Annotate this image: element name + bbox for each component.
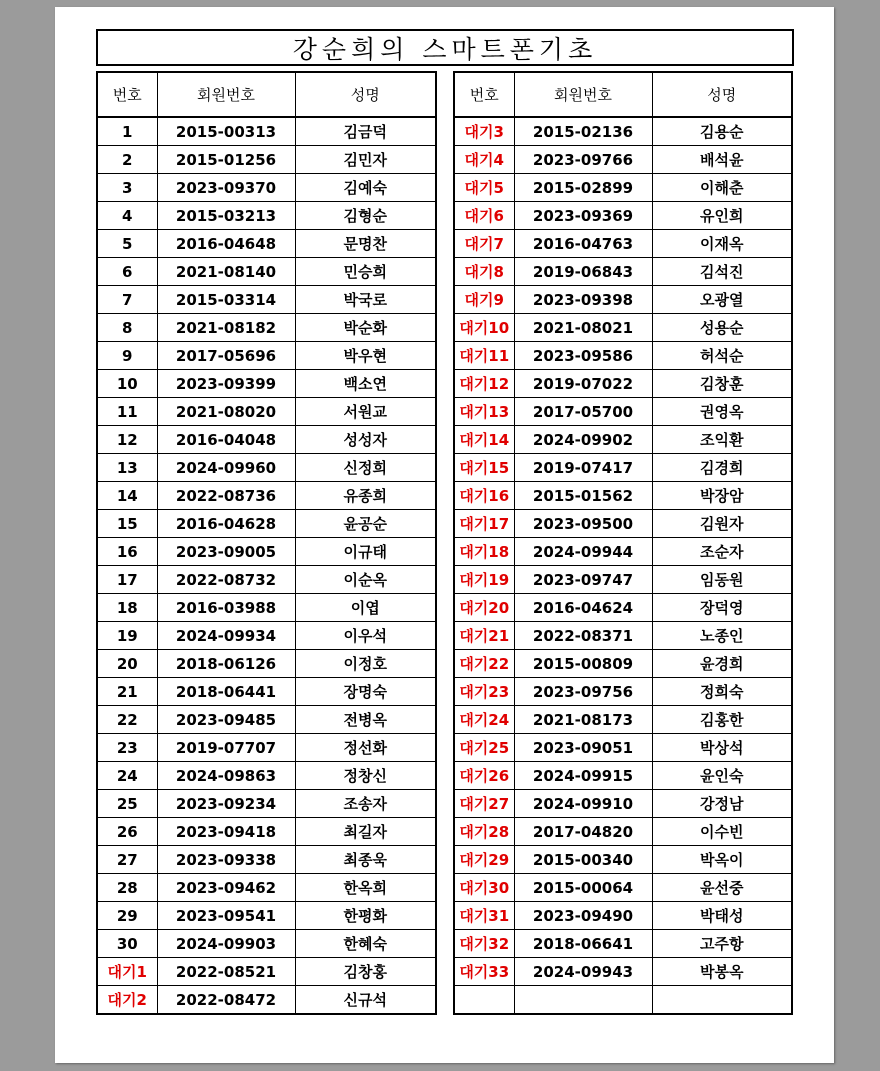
row-number-cell: 대기21 [454, 622, 514, 650]
row-number-cell: 대기15 [454, 454, 514, 482]
row-number-cell: 27 [97, 846, 157, 874]
member-name-cell: 장명숙 [295, 678, 436, 706]
roster-table-right [453, 71, 793, 1015]
member-id-cell: 2023-09756 [514, 678, 652, 706]
row-number-cell: 대기31 [454, 902, 514, 930]
member-id-cell: 2023-09500 [514, 510, 652, 538]
member-id-cell: 2016-04624 [514, 594, 652, 622]
row-number-cell: 4 [97, 202, 157, 230]
member-name-cell: 정창신 [295, 762, 436, 790]
member-id-cell: 2018-06641 [514, 930, 652, 958]
row-number-cell: 대기11 [454, 342, 514, 370]
row-number-cell: 대기10 [454, 314, 514, 342]
member-id-cell: 2024-09863 [157, 762, 295, 790]
table-row [97, 986, 436, 1015]
member-name-cell: 박장암 [652, 482, 792, 510]
header-row [97, 72, 436, 117]
table-row [97, 538, 436, 566]
member-name-cell: 한옥희 [295, 874, 436, 902]
row-number-cell: 대기12 [454, 370, 514, 398]
table-row [97, 202, 436, 230]
member-id-cell: 2023-09462 [157, 874, 295, 902]
row-number-cell: 20 [97, 650, 157, 678]
member-id-cell: 2023-09541 [157, 902, 295, 930]
member-id-cell: 2015-01562 [514, 482, 652, 510]
row-number-cell: 8 [97, 314, 157, 342]
member-name-cell [652, 986, 792, 1015]
member-name-cell: 강정남 [652, 790, 792, 818]
member-name-cell: 박상석 [652, 734, 792, 762]
row-number-cell: 대기7 [454, 230, 514, 258]
row-number-cell: 7 [97, 286, 157, 314]
member-name-cell: 윤경희 [652, 650, 792, 678]
table-row [97, 930, 436, 958]
row-number-cell: 대기19 [454, 566, 514, 594]
table-row [454, 202, 792, 230]
table-row [454, 398, 792, 426]
row-number-cell: 30 [97, 930, 157, 958]
row-number-cell: 대기16 [454, 482, 514, 510]
member-name-cell: 최종욱 [295, 846, 436, 874]
member-id-cell: 2023-09338 [157, 846, 295, 874]
table-row [454, 958, 792, 986]
member-id-cell: 2019-07707 [157, 734, 295, 762]
member-name-cell: 윤인숙 [652, 762, 792, 790]
header-no: 번호 [454, 72, 514, 117]
table-row [97, 342, 436, 370]
member-id-cell: 2022-08371 [514, 622, 652, 650]
header-row [454, 72, 792, 117]
row-number-cell: 29 [97, 902, 157, 930]
table-row [454, 594, 792, 622]
table-row [97, 286, 436, 314]
header-name: 성명 [652, 72, 792, 117]
member-name-cell: 김용순 [652, 117, 792, 146]
member-id-cell: 2015-02899 [514, 174, 652, 202]
table-row [454, 734, 792, 762]
member-id-cell: 2016-04628 [157, 510, 295, 538]
member-id-cell: 2021-08182 [157, 314, 295, 342]
member-id-cell [514, 986, 652, 1015]
row-number-cell: 26 [97, 818, 157, 846]
row-number-cell: 대기2 [97, 986, 157, 1015]
member-name-cell: 유종희 [295, 482, 436, 510]
row-number-cell: 19 [97, 622, 157, 650]
row-number-cell: 10 [97, 370, 157, 398]
table-row [454, 370, 792, 398]
member-id-cell: 2018-06126 [157, 650, 295, 678]
table-row [454, 846, 792, 874]
member-name-cell: 김석진 [652, 258, 792, 286]
table-row [97, 482, 436, 510]
table-row [454, 258, 792, 286]
table-row [97, 370, 436, 398]
member-id-cell: 2016-03988 [157, 594, 295, 622]
table-row [454, 426, 792, 454]
member-id-cell: 2023-09586 [514, 342, 652, 370]
row-number-cell: 18 [97, 594, 157, 622]
member-id-cell: 2019-07022 [514, 370, 652, 398]
row-number-cell: 대기23 [454, 678, 514, 706]
member-id-cell: 2023-09490 [514, 902, 652, 930]
member-name-cell: 김경희 [652, 454, 792, 482]
row-number-cell: 1 [97, 117, 157, 146]
document-page [55, 7, 834, 1063]
table-row [97, 846, 436, 874]
table-row [97, 314, 436, 342]
table-row [454, 454, 792, 482]
row-number-cell: 대기17 [454, 510, 514, 538]
member-name-cell: 조순자 [652, 538, 792, 566]
table-row [97, 706, 436, 734]
member-name-cell: 오광열 [652, 286, 792, 314]
member-name-cell: 김창홍 [295, 958, 436, 986]
member-name-cell: 민승희 [295, 258, 436, 286]
member-name-cell: 박태성 [652, 902, 792, 930]
member-name-cell: 조송자 [295, 790, 436, 818]
row-number-cell: 대기9 [454, 286, 514, 314]
member-id-cell: 2018-06441 [157, 678, 295, 706]
member-name-cell: 한혜숙 [295, 930, 436, 958]
table-row [454, 230, 792, 258]
member-id-cell: 2021-08020 [157, 398, 295, 426]
table-row [454, 286, 792, 314]
table-row [97, 958, 436, 986]
row-number-cell: 17 [97, 566, 157, 594]
table-row [97, 566, 436, 594]
row-number-cell: 대기20 [454, 594, 514, 622]
member-name-cell: 김창훈 [652, 370, 792, 398]
member-name-cell: 서원교 [295, 398, 436, 426]
member-name-cell: 박순화 [295, 314, 436, 342]
document-title: 강순희의 스마트폰기초 [96, 29, 794, 66]
member-name-cell: 이우석 [295, 622, 436, 650]
row-number-cell: 대기28 [454, 818, 514, 846]
row-number-cell: 16 [97, 538, 157, 566]
member-name-cell: 이해춘 [652, 174, 792, 202]
member-name-cell: 이수빈 [652, 818, 792, 846]
member-id-cell: 2015-00340 [514, 846, 652, 874]
row-number-cell: 대기29 [454, 846, 514, 874]
table-row [97, 874, 436, 902]
member-name-cell: 임동원 [652, 566, 792, 594]
row-number-cell: 대기27 [454, 790, 514, 818]
row-number-cell: 22 [97, 706, 157, 734]
row-number-cell: 대기6 [454, 202, 514, 230]
row-number-cell: 대기33 [454, 958, 514, 986]
row-number-cell: 9 [97, 342, 157, 370]
member-name-cell: 권영옥 [652, 398, 792, 426]
member-id-cell: 2017-05700 [514, 398, 652, 426]
member-id-cell: 2015-00809 [514, 650, 652, 678]
table-row [454, 650, 792, 678]
table-row [97, 454, 436, 482]
table-row [97, 650, 436, 678]
row-number-cell: 12 [97, 426, 157, 454]
row-number-cell: 대기8 [454, 258, 514, 286]
member-name-cell: 성용순 [652, 314, 792, 342]
member-name-cell: 정선화 [295, 734, 436, 762]
row-number-cell: 대기1 [97, 958, 157, 986]
member-name-cell: 이정호 [295, 650, 436, 678]
row-number-cell: 대기14 [454, 426, 514, 454]
member-name-cell: 윤선중 [652, 874, 792, 902]
row-number-cell: 25 [97, 790, 157, 818]
table-row [97, 622, 436, 650]
member-name-cell: 전병옥 [295, 706, 436, 734]
row-number-cell: 15 [97, 510, 157, 538]
member-id-cell: 2015-00064 [514, 874, 652, 902]
table-row [454, 678, 792, 706]
table-row [97, 510, 436, 538]
member-id-cell: 2021-08021 [514, 314, 652, 342]
table-row [454, 117, 792, 146]
table-row [454, 622, 792, 650]
member-name-cell: 김원자 [652, 510, 792, 538]
member-id-cell: 2019-06843 [514, 258, 652, 286]
member-id-cell: 2021-08173 [514, 706, 652, 734]
header-member-id: 회원번호 [514, 72, 652, 117]
member-name-cell: 백소연 [295, 370, 436, 398]
table-row [97, 146, 436, 174]
member-id-cell: 2023-09485 [157, 706, 295, 734]
member-name-cell: 김민자 [295, 146, 436, 174]
member-id-cell: 2015-00313 [157, 117, 295, 146]
roster-table-left [96, 71, 437, 1015]
member-id-cell: 2017-05696 [157, 342, 295, 370]
row-number-cell: 21 [97, 678, 157, 706]
member-name-cell: 이순옥 [295, 566, 436, 594]
row-number-cell: 24 [97, 762, 157, 790]
table-row [97, 426, 436, 454]
member-name-cell: 김금덕 [295, 117, 436, 146]
member-name-cell: 성성자 [295, 426, 436, 454]
table-row [97, 117, 436, 146]
member-name-cell: 박봉옥 [652, 958, 792, 986]
member-id-cell: 2016-04763 [514, 230, 652, 258]
member-id-cell: 2023-09418 [157, 818, 295, 846]
table-row [454, 986, 792, 1015]
member-name-cell: 신정희 [295, 454, 436, 482]
table-row [454, 538, 792, 566]
member-name-cell: 윤공순 [295, 510, 436, 538]
table-row [454, 930, 792, 958]
member-id-cell: 2024-09960 [157, 454, 295, 482]
member-name-cell: 최길자 [295, 818, 436, 846]
member-id-cell: 2023-09005 [157, 538, 295, 566]
member-id-cell: 2015-01256 [157, 146, 295, 174]
member-name-cell: 한평화 [295, 902, 436, 930]
member-name-cell: 배석윤 [652, 146, 792, 174]
row-number-cell: 2 [97, 146, 157, 174]
table-row [454, 902, 792, 930]
member-name-cell: 박우현 [295, 342, 436, 370]
member-id-cell: 2022-08472 [157, 986, 295, 1015]
row-number-cell: 대기18 [454, 538, 514, 566]
table-row [454, 706, 792, 734]
member-id-cell: 2023-09747 [514, 566, 652, 594]
member-name-cell: 김형순 [295, 202, 436, 230]
member-name-cell: 허석순 [652, 342, 792, 370]
member-id-cell: 2022-08736 [157, 482, 295, 510]
row-number-cell: 28 [97, 874, 157, 902]
table-row [97, 678, 436, 706]
header-no: 번호 [97, 72, 157, 117]
member-name-cell: 고주항 [652, 930, 792, 958]
table-row [97, 594, 436, 622]
member-name-cell: 이엽 [295, 594, 436, 622]
row-number-cell: 대기5 [454, 174, 514, 202]
table-row [454, 874, 792, 902]
table-row [97, 790, 436, 818]
table-row [97, 174, 436, 202]
table-row [97, 258, 436, 286]
member-id-cell: 2023-09234 [157, 790, 295, 818]
member-name-cell: 조익환 [652, 426, 792, 454]
row-number-cell: 대기13 [454, 398, 514, 426]
table-row [97, 734, 436, 762]
table-row [97, 902, 436, 930]
table-row [454, 342, 792, 370]
member-id-cell: 2023-09370 [157, 174, 295, 202]
row-number-cell: 대기3 [454, 117, 514, 146]
member-name-cell: 김예숙 [295, 174, 436, 202]
row-number-cell: 대기25 [454, 734, 514, 762]
member-name-cell: 장덕영 [652, 594, 792, 622]
row-number-cell: 6 [97, 258, 157, 286]
member-id-cell: 2023-09369 [514, 202, 652, 230]
member-id-cell: 2021-08140 [157, 258, 295, 286]
member-id-cell: 2015-03213 [157, 202, 295, 230]
row-number-cell: 대기22 [454, 650, 514, 678]
member-id-cell: 2016-04648 [157, 230, 295, 258]
member-id-cell: 2017-04820 [514, 818, 652, 846]
row-number-cell: 대기32 [454, 930, 514, 958]
table-row [454, 314, 792, 342]
member-id-cell: 2015-03314 [157, 286, 295, 314]
member-name-cell: 유인희 [652, 202, 792, 230]
row-number-cell: 대기26 [454, 762, 514, 790]
row-number-cell: 3 [97, 174, 157, 202]
member-name-cell: 이규태 [295, 538, 436, 566]
member-id-cell: 2019-07417 [514, 454, 652, 482]
table-row [454, 818, 792, 846]
member-id-cell: 2023-09398 [514, 286, 652, 314]
member-id-cell: 2022-08732 [157, 566, 295, 594]
row-number-cell: 대기24 [454, 706, 514, 734]
member-id-cell: 2023-09399 [157, 370, 295, 398]
member-name-cell: 문명찬 [295, 230, 436, 258]
table-row [454, 146, 792, 174]
member-name-cell: 신규석 [295, 986, 436, 1015]
table-row [97, 398, 436, 426]
member-id-cell: 2022-08521 [157, 958, 295, 986]
row-number-cell: 대기4 [454, 146, 514, 174]
row-number-cell [454, 986, 514, 1015]
member-id-cell: 2023-09051 [514, 734, 652, 762]
member-id-cell: 2024-09910 [514, 790, 652, 818]
table-row [454, 174, 792, 202]
member-id-cell: 2023-09766 [514, 146, 652, 174]
row-number-cell: 14 [97, 482, 157, 510]
table-row [97, 230, 436, 258]
header-name: 성명 [295, 72, 436, 117]
member-name-cell: 이재옥 [652, 230, 792, 258]
table-row [454, 790, 792, 818]
member-id-cell: 2024-09934 [157, 622, 295, 650]
member-id-cell: 2024-09944 [514, 538, 652, 566]
row-number-cell: 23 [97, 734, 157, 762]
table-row [97, 818, 436, 846]
table-row [97, 762, 436, 790]
member-id-cell: 2024-09903 [157, 930, 295, 958]
header-member-id: 회원번호 [157, 72, 295, 117]
row-number-cell: 5 [97, 230, 157, 258]
member-id-cell: 2024-09915 [514, 762, 652, 790]
row-number-cell: 11 [97, 398, 157, 426]
member-name-cell: 김홍한 [652, 706, 792, 734]
member-name-cell: 정희숙 [652, 678, 792, 706]
table-row [454, 482, 792, 510]
table-row [454, 762, 792, 790]
member-name-cell: 박국로 [295, 286, 436, 314]
member-id-cell: 2016-04048 [157, 426, 295, 454]
member-name-cell: 노종인 [652, 622, 792, 650]
row-number-cell: 13 [97, 454, 157, 482]
table-row [454, 566, 792, 594]
member-id-cell: 2015-02136 [514, 117, 652, 146]
table-row [454, 510, 792, 538]
member-id-cell: 2024-09943 [514, 958, 652, 986]
member-id-cell: 2024-09902 [514, 426, 652, 454]
row-number-cell: 대기30 [454, 874, 514, 902]
member-name-cell: 박옥이 [652, 846, 792, 874]
